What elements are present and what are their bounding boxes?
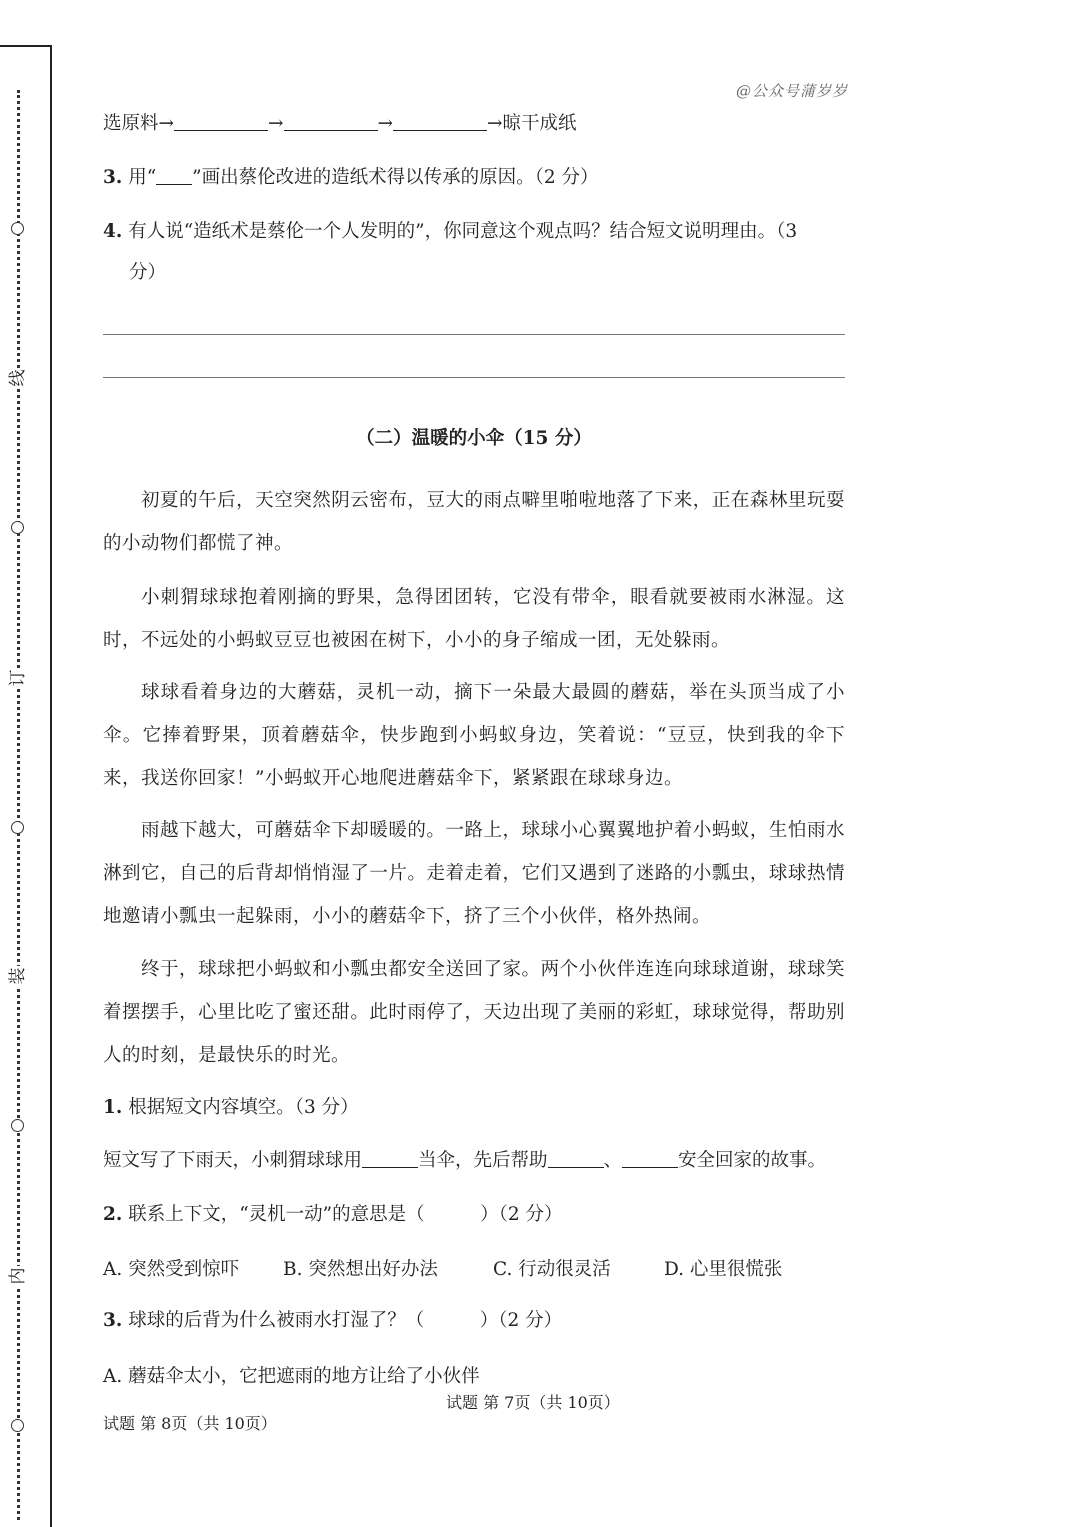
process-fill-line: 选原料→ → → →晾干成纸 (103, 113, 577, 134)
s2-question-2: 2. 联系上下文，“灵机一动”的意思是（ ）（2 分） (103, 1204, 563, 1225)
binding-circle (11, 1419, 24, 1432)
answer-blank[interactable] (284, 112, 378, 131)
passage-paragraph: 小刺猬球球抱着刚摘的野果，急得团团转，它没有带伞，眼看就要被雨水淋湿。这时，不远处的小蚂蚁豆豆也被困在树下，小小的身子缩成一团，无处躲雨。 (103, 587, 845, 651)
passage-paragraph: 雨越下越大，可蘑菇伞下却暖暖的。一路上，球球小心翼翼地护着小蚂蚁，生怕雨水淋到它，自己的后背却悄悄湿了一片。走着走着，它们又遇到了迷路的小瓢虫，球球热情地邀请小瓢虫一起躲雨，小小的蘑菇伞下，挤了三个小伙伴，格外热闹。 (103, 820, 845, 927)
binding-char-ding: 订 (8, 669, 28, 687)
binding-circle (11, 222, 24, 235)
answer-blank[interactable] (393, 112, 487, 131)
underline-mark (156, 166, 192, 185)
s2-question-1: 1. 根据短文内容填空。（3 分） (103, 1097, 359, 1118)
passage-paragraph: 终于，球球把小蚂蚁和小瓢虫都安全送回了家。两个小伙伴连连向球球道谢，球球笑着摆摆手，心里比吃了蜜还甜。此时雨停了，天边出现了美丽的彩虹，球球觉得，帮助别人的时刻，是最快乐的时光。 (103, 959, 845, 1066)
page-footer: 试题 第 7页（共 10页） (446, 1393, 620, 1412)
page-footer-prev: 试题 第 8页（共 10页） (103, 1414, 277, 1433)
option-a[interactable]: A. 突然受到惊吓 (103, 1259, 240, 1280)
binding-circle (11, 521, 24, 534)
binding-char-xian: 线 (8, 369, 28, 387)
passage-paragraph: 初夏的午后，天空突然阴云密布，豆大的雨点噼里啪啦地落了下来，正在森林里玩耍的小动物们都慌了神。 (103, 490, 845, 554)
option-d[interactable]: D. 心里很慌张 (664, 1259, 783, 1280)
answer-line[interactable] (103, 377, 845, 378)
passage-paragraph: 球球看着身边的大蘑菇，灵机一动，摘下一朵最大最圆的蘑菇，举在头顶当成了小伞。它捧着野果，顶着蘑菇伞，快步跑到小蚂蚁身边，笑着说：“豆豆，快到我的伞下来，我送你回家！”小蚂蚁开心地爬进蘑菇伞下，紧紧跟在球球身边。 (103, 682, 845, 789)
s2-question-3: 3. 球球的后背为什么被雨水打湿了？（ ）（2 分） (103, 1310, 563, 1331)
answer-line[interactable] (103, 334, 845, 335)
section-title: （二）温暖的小伞（15 分） (356, 428, 592, 449)
question-3: 3. 用“ ”画出蔡伦改进的造纸术得以传承的原因。（2 分） (103, 167, 599, 188)
answer-blank[interactable] (622, 1149, 678, 1168)
answer-blank[interactable] (548, 1149, 604, 1168)
binding-dotted-line (17, 90, 20, 1520)
watermark: @公众号蒲岁岁 (735, 82, 848, 100)
option-a[interactable]: A. 蘑菇伞太小，它把遮雨的地方让给了小伙伴 (103, 1366, 480, 1387)
binding-char-nei: 内 (8, 1267, 28, 1285)
s2-question-1-fill: 短文写了下雨天，小刺猬球球用 当伞，先后帮助 、 安全回家的故事。 (103, 1150, 827, 1171)
option-c[interactable]: C. 行动很灵活 (493, 1259, 611, 1280)
binding-border (0, 45, 52, 1527)
option-b[interactable]: B. 突然想出好办法 (283, 1259, 438, 1280)
binding-circle (11, 821, 24, 834)
binding-circle (11, 1119, 24, 1132)
question-4: 4. 有人说“造纸术是蔡伦一个人发明的”，你同意这个观点吗？结合短文说明理由。（3 (103, 221, 798, 242)
answer-blank[interactable] (174, 112, 268, 131)
answer-blank[interactable] (362, 1149, 418, 1168)
question-4-cont: 分） (129, 262, 167, 283)
binding-char-zhuang: 装 (8, 967, 28, 985)
